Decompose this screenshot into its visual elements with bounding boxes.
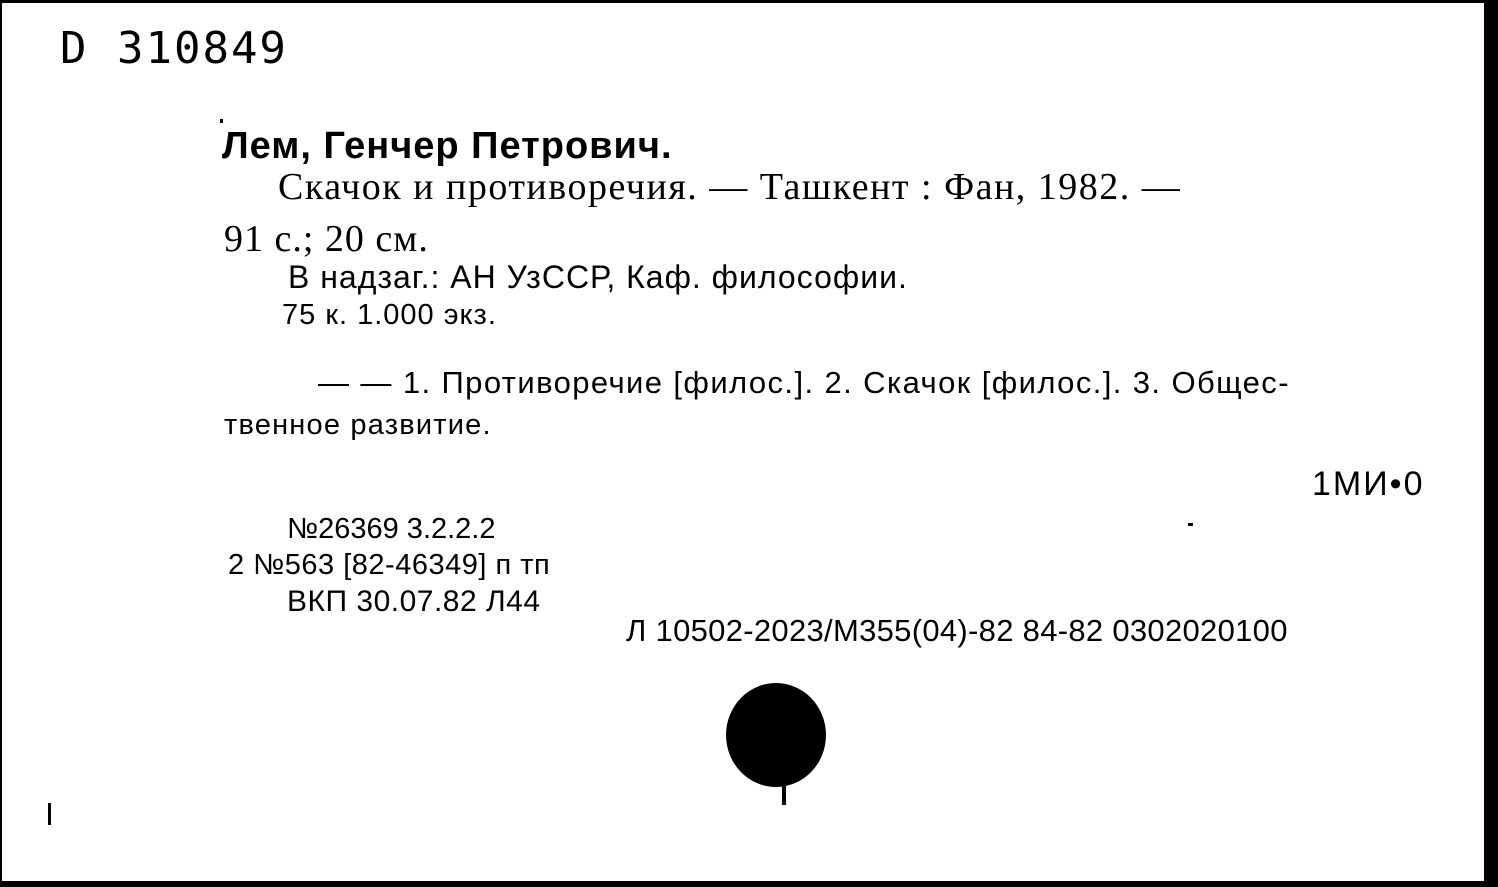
registration-line-1: №26369 3.2.2.2 (287, 513, 496, 545)
subject-headings-line-1: — — 1. Противоречие [филос.]. 2. Скачок [филос.]. 3. Общес- (318, 365, 1290, 400)
title-imprint-line: Скачок и противоречия. — Ташкент : Фан, 1982. — (278, 166, 1182, 208)
price-and-print-run: 75 к. 1.000 экз. (282, 299, 497, 331)
scan-speck (1188, 523, 1193, 526)
publisher-note: В надзаг.: АН УзССР, Каф. философии. (288, 259, 908, 295)
catalog-number: D 310849 (60, 23, 288, 74)
physical-description: 91 с.; 20 см. (224, 218, 429, 260)
scan-speck (220, 119, 223, 123)
bibliographic-code-line: Л 10502-2023/М355(04)-82 84-82 0302020100 (626, 613, 1288, 648)
punch-hole (726, 683, 826, 787)
author-heading: Лем, Генчер Петрович. (222, 125, 673, 167)
scan-speck (782, 785, 786, 805)
scan-speck (48, 803, 51, 825)
registration-line-3: ВКП 30.07.82 Л44 (287, 585, 541, 618)
subject-headings-line-2: твенное развитие. (224, 409, 492, 441)
registration-line-2: 2 №563 [82-46349] п тп (228, 549, 551, 581)
classification-code: 1МИ•0 (1312, 465, 1425, 503)
